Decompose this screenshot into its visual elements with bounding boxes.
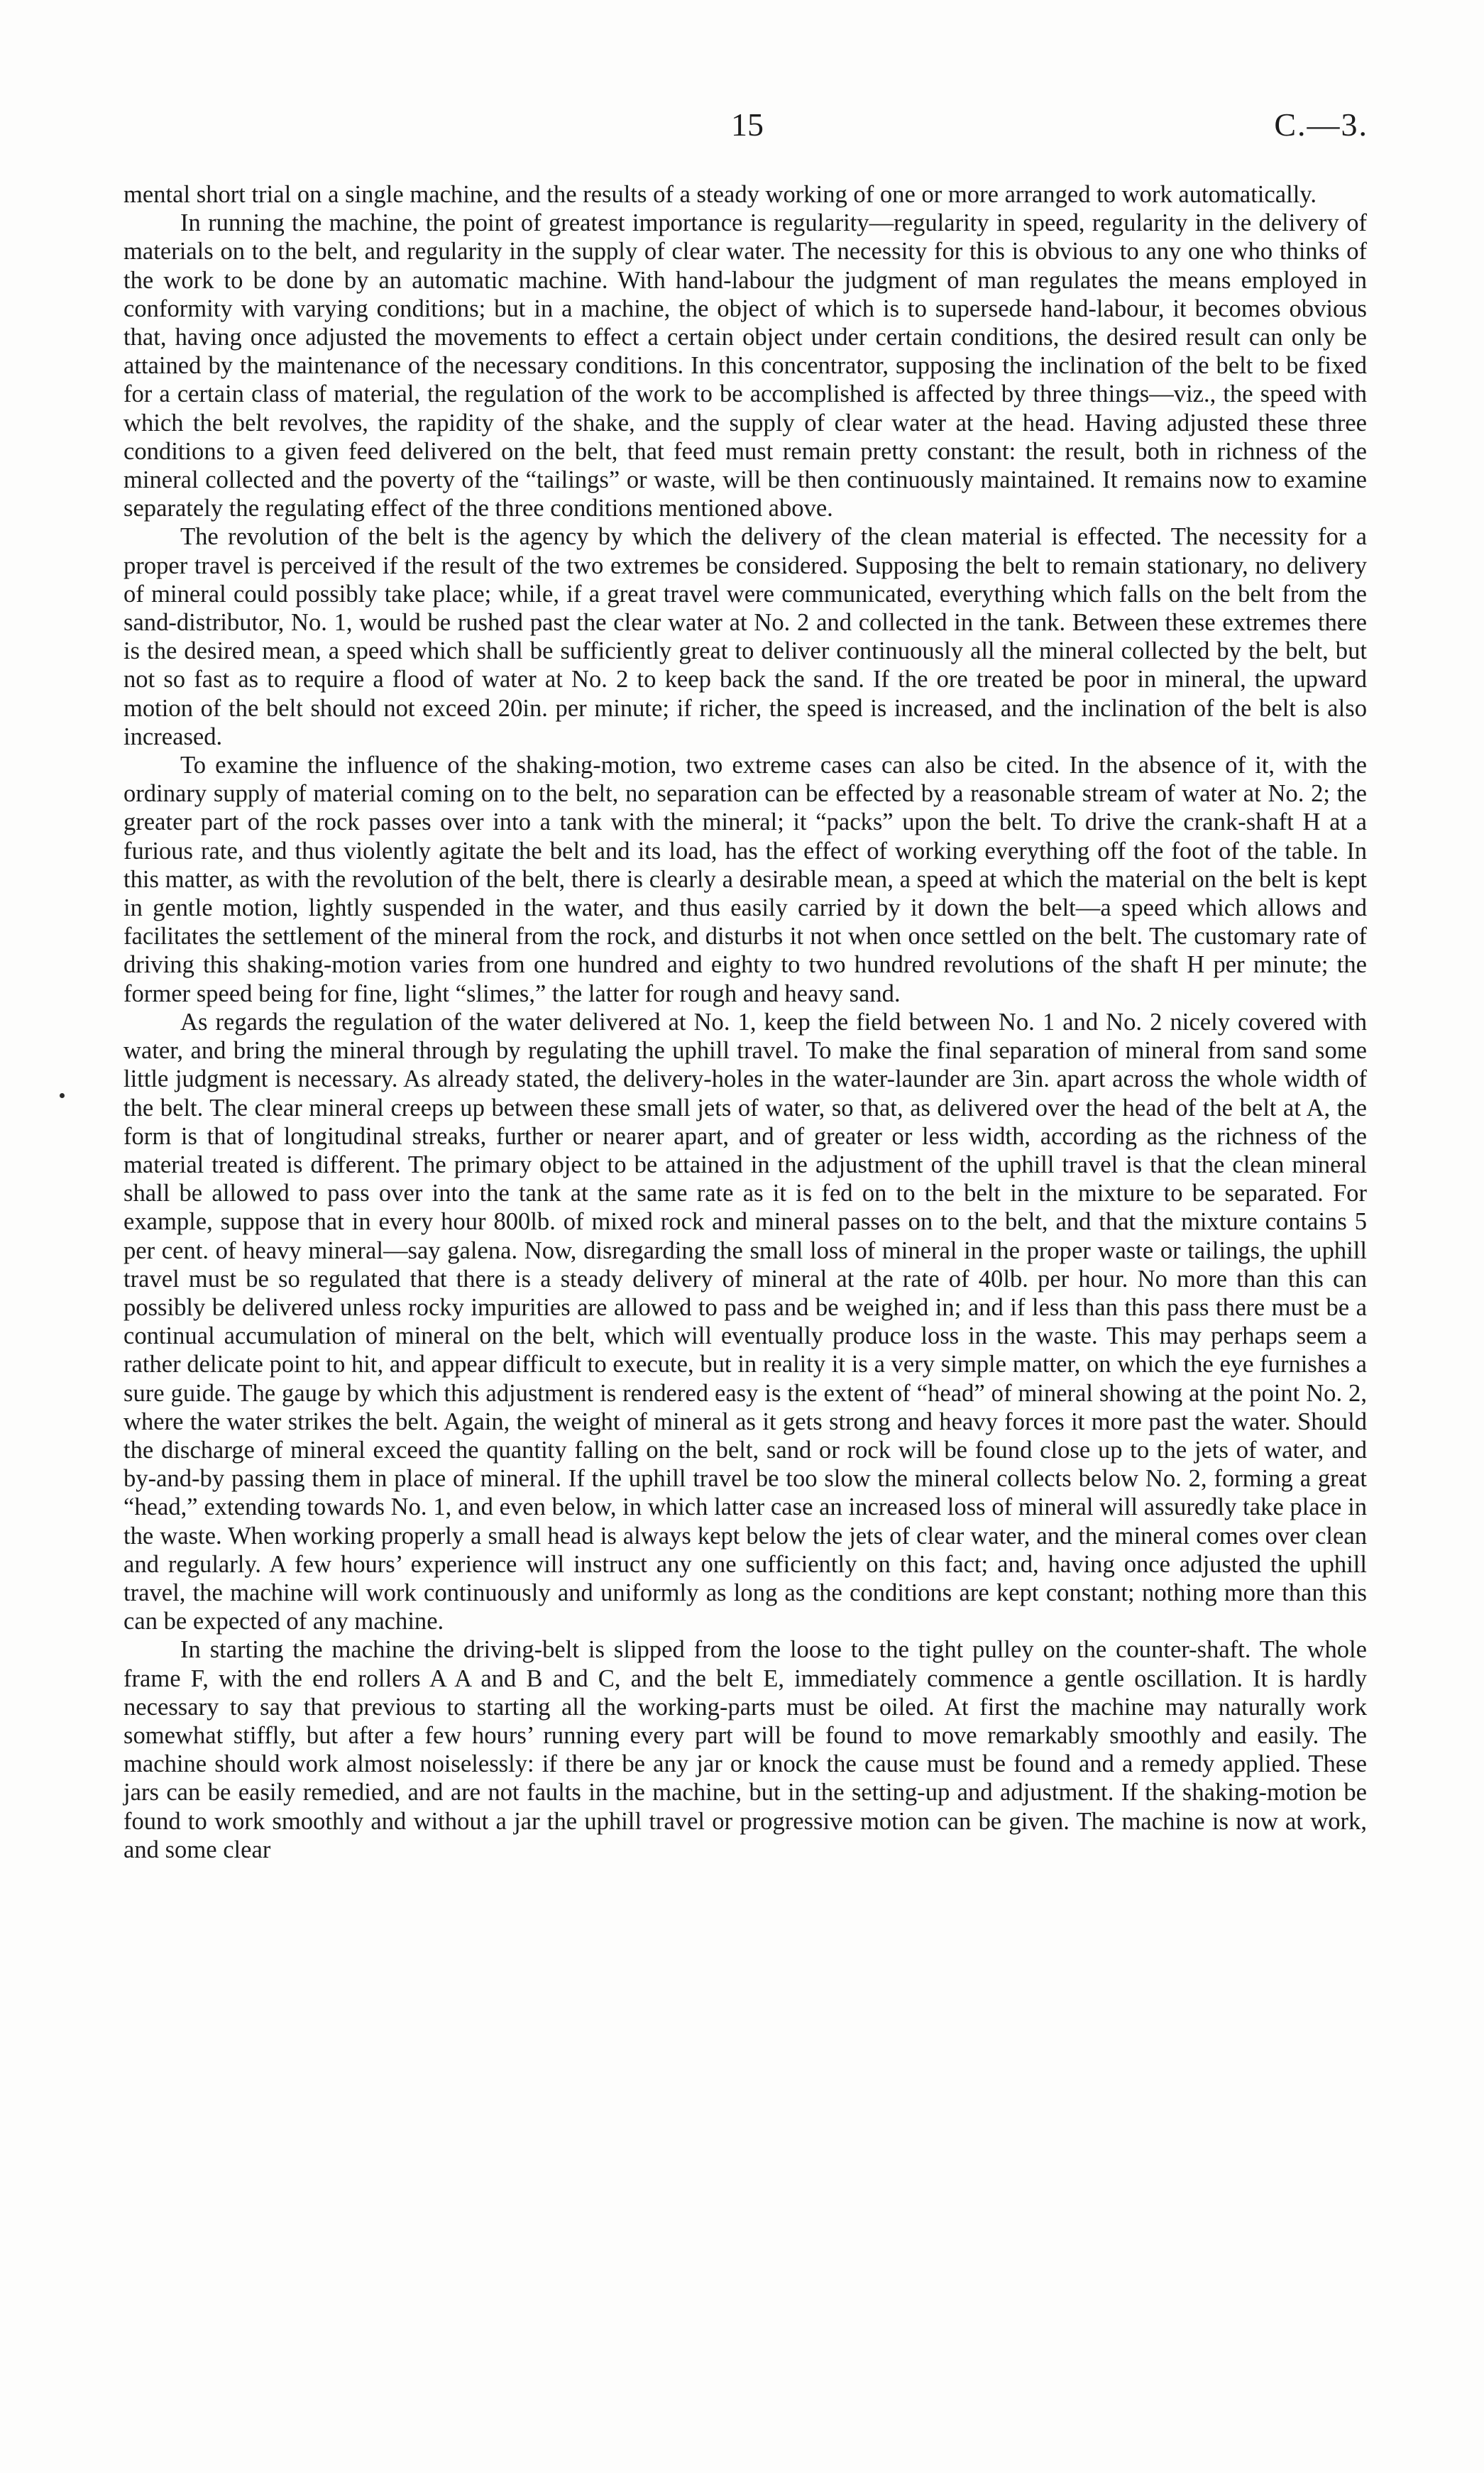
page-number: 15 <box>731 106 764 143</box>
body-text <box>123 180 1367 1864</box>
paragraph-regularity: In running the machine, the point of greatest importance is regularity—regularity in speed, regularity in the delivery of materials on to the belt, and regularity in the supply of clear water. The necessity for this is obvious to any one who thinks of the work to be done by an automatic machine. With hand-labour the judgment of man regulates the means employed in conformity with varying conditions; but in a machine, the object of which is to supersede hand-labour, it becomes obvious that, having once adjusted the movements to effect a certain object under certain conditions, the desired result can only be attained by the maintenance of the necessary conditions. In this concentrator, supposing the inclination of the belt to be fixed for a certain class of material, the regulation of the work to be accomplished is affected by three things—viz., the speed with which the belt revolves, the rapidity of the shake, and the supply of clear water at the head. Having adjusted these three conditions to a given feed delivered on the belt, that feed must remain pretty constant: the result, both in richness of the mineral collected and the poverty of the “tailings” or waste, will be then continuously maintained. It remains now to examine separately the regulating effect of the three conditions mentioned above. <box>123 209 1367 522</box>
margin-mark <box>60 1093 65 1098</box>
paragraph-continuation: mental short trial on a single machine, and the results of a steady working of one or more arranged to work automatically. <box>123 181 1317 208</box>
paragraph-starting-machine: In starting the machine the driving-belt is slipped from the loose to the tight pulley on the counter-shaft. The whole frame F, with the end rollers A A and B and C, and the belt E, immediately commence a gentle oscillation. It is hardly necessary to say that previous to starting all the working-parts must be oiled. At first the machine may naturally work somewhat stiffly, but after a few hours’ running every part will be found to move remarkably smoothly and easily. The machine should work almost noiselessly: if there be any jar or knock the cause must be found and a remedy applied. These jars can be easily remedied, and are not faults in the machine, but in the setting-up and adjustment. If the shaking-motion be found to work smoothly and without a jar the uphill travel or progressive motion can be given. The machine is now at work, and some clear <box>123 1636 1367 1863</box>
paragraph-belt-revolution: The revolution of the belt is the agency by which the delivery of the clean material is effected. The necessity for a proper travel is perceived if the result of the two extremes be considered. Supposing the belt to remain stationary, no delivery of mineral could possibly take place; while, if a great travel were communicated, everything which falls on the belt from the sand-distributor, No. 1, would be rushed past the clear water at No. 2 and collected in the tank. Between these extremes there is the desired mean, a speed which shall be sufficiently great to deliver continuously all the mineral collected by the belt, but not so fast as to require a flood of water at No. 2 to keep back the sand. If the ore treated be poor in mineral, the upward motion of the belt should not exceed 20in. per minute; if richer, the speed is increased, and the inclination of the belt is also increased. <box>123 523 1367 750</box>
page-header <box>126 105 1368 155</box>
paragraph-water-regulation: As regards the regulation of the water delivered at No. 1, keep the field between No. 1 and No. 2 nicely covered with water, and bring the mineral through by regulating the uphill travel. To make the final separation of mineral from sand some little judgment is necessary. As already stated, the delivery-holes in the water-launder are 3in. apart across the whole width of the belt. The clear mineral creeps up between these small jets of water, so that, as delivered over the head of the belt at A, the form is that of longitudinal streaks, further or nearer apart, and of greater or less width, according as the richness of the material treated is different. The primary object to be attained in the adjustment of the uphill travel is that the clean mineral shall be allowed to pass over into the tank at the same rate as it is fed on to the belt in the mixture to be separated. For example, suppose that in every hour 800lb. of mixed rock and mineral passes on to the belt, and that the mixture contains 5 per cent. of heavy mineral—say galena. Now, disregarding the small loss of mineral in the proper waste or tailings, the uphill travel must be so regulated that there is a steady delivery of mineral at the rate of 40lb. per hour. No more than this can possibly be delivered unless rocky impurities are allowed to pass and be weighed in; and if less than this pass there must be a continual accumulation of mineral on the belt, which will eventually produce loss in the waste. This may perhaps seem a rather delicate point to hit, and appear difficult to execute, but in reality it is a very simple matter, on which the eye furnishes a sure guide. The gauge by which this adjustment is rendered easy is the extent of “head” of mineral showing at the point No. 2, where the water strikes the belt. Again, the weight of mineral as it gets strong and heavy forces it more past the water. Should the discharge of mineral exceed the quantity falling on the belt, sand or rock will be found close up to the jets of water, and by-and-by passing them in place of mineral. If the uphill travel be too slow the mineral collects below No. 2, forming a great “head,” extending towards No. 1, and even below, in which latter case an increased loss of mineral will assuredly take place in the waste. When working properly a small head is always kept below the jets of clear water, and the mineral comes over clean and regularly. A few hours’ experience will instruct any one sufficiently on this fact; and, having once adjusted the uphill travel, the machine will work continuously and uniformly as long as the conditions are kept constant; nothing more than this can be expected of any machine. <box>123 1008 1367 1635</box>
series-code: C.—3. <box>1274 106 1368 143</box>
paragraph-shaking-motion: To examine the influence of the shaking-motion, two extreme cases can also be cited. In the absence of it, with the ordinary supply of material coming on to the belt, no separation can be effected by a reasonable stream of water at No. 2; the greater part of the rock passes over into a tank with the mineral; it “packs” upon the belt. To drive the crank-shaft H at a furious rate, and thus violently agitate the belt and its load, has the effect of working everything off the foot of the table. In this matter, as with the revolution of the belt, there is clearly a desirable mean, a speed at which the material on the belt is kept in gentle motion, lightly suspended in the water, and thus easily carried by it down the belt—a speed which allows and facilitates the settlement of the mineral from the rock, and disturbs it not when once settled on the belt. The customary rate of driving this shaking-motion varies from one hundred and eighty to two hundred revolutions of the shaft H per minute; the former speed being for fine, light “slimes,” the latter for rough and heavy sand. <box>123 752 1367 1007</box>
